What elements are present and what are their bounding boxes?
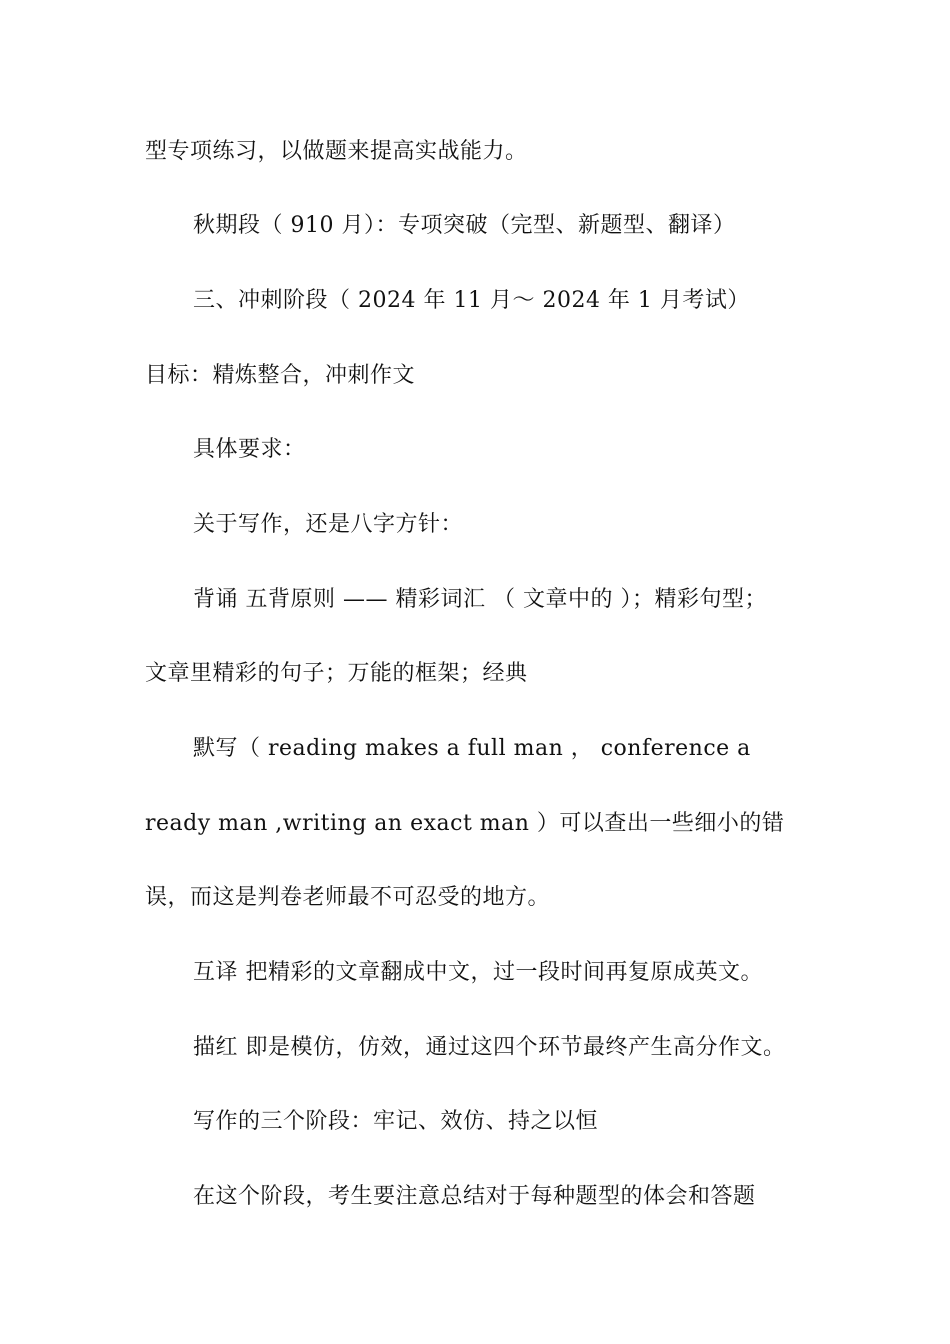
text-line-15: 在这个阶段，考生要注意总结对于每种题型的体会和答题 bbox=[193, 1184, 756, 1209]
text-line-7: 背诵 五背原则 —— 精彩词汇 （ 文章中的 ）；精彩句型； bbox=[193, 587, 767, 612]
text-line-10: ready man ,writing an exact man ）可以查出一些细小的错 bbox=[145, 811, 785, 836]
text-line-12: 互译 把精彩的文章翻成中文，过一段时间再复原成英文。 bbox=[193, 960, 763, 985]
text-line-8: 文章里精彩的句子；万能的框架；经典 bbox=[145, 661, 528, 686]
text-line-9: 默写（ reading makes a full man ， conference a bbox=[193, 736, 751, 761]
text-line-4: 目标：精炼整合，冲刺作文 bbox=[145, 363, 416, 388]
text-line-6: 关于写作，还是八字方针： bbox=[193, 512, 464, 537]
text-line-1: 型专项练习，以做题来提高实战能力。 bbox=[145, 139, 528, 164]
text-line-3: 三、冲刺阶段（ 2024 年 11 月～ 2024 年 1 月考试） bbox=[193, 288, 750, 313]
text-line-11: 误，而这是判卷老师最不可忍受的地方。 bbox=[145, 885, 551, 910]
text-line-5: 具体要求： bbox=[193, 437, 306, 462]
text-line-14: 写作的三个阶段：牢记、效仿、持之以恒 bbox=[193, 1109, 599, 1134]
text-line-2: 秋期段（ 910 月）：专项突破（完型、新题型、翻译） bbox=[193, 213, 736, 238]
text-line-13: 描红 即是模仿，仿效，通过这四个环节最终产生高分作文。 bbox=[193, 1035, 786, 1060]
